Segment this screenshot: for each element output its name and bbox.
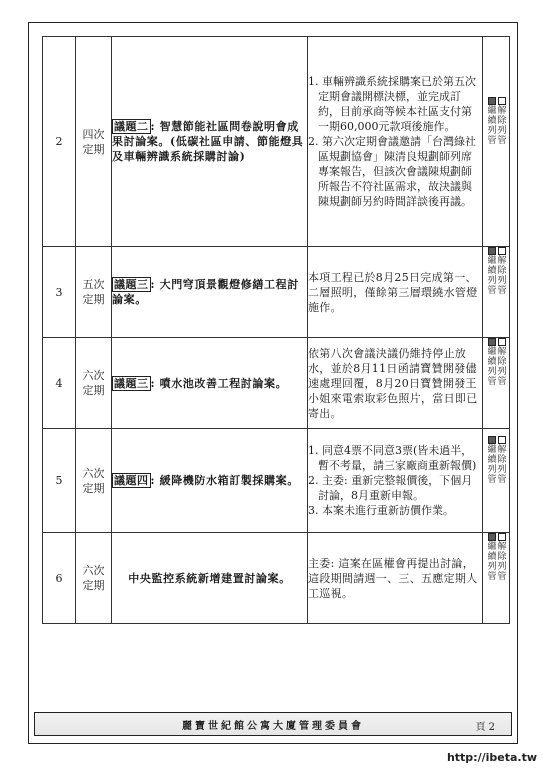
meeting-session-line: 定期 xyxy=(82,384,105,397)
item-number: 2 xyxy=(43,37,76,247)
checkbox-label: 解 除 列 管 xyxy=(497,444,507,485)
checkbox-label: 解 除 列 管 xyxy=(497,542,507,582)
checkbox-label: 繼 續 列 管 xyxy=(487,105,497,146)
resolution-status xyxy=(308,429,483,533)
checkbox[interactable] xyxy=(498,533,506,541)
checkbox-label: 繼 續 列 管 xyxy=(487,444,497,485)
footer-page-number: 頁 2 xyxy=(475,722,495,733)
release-tracking-option[interactable] xyxy=(497,436,507,485)
meeting-session-line: 定期 xyxy=(82,579,105,592)
resolution-status xyxy=(308,533,483,624)
table-row xyxy=(43,37,510,247)
meeting-session-line: 六次 xyxy=(82,564,105,577)
release-tracking-option[interactable] xyxy=(497,533,507,582)
continue-tracking-option[interactable] xyxy=(487,533,497,582)
topic-text: : 緩降機防水箱訂製採購案。 xyxy=(150,474,299,487)
agenda-topic xyxy=(112,247,308,338)
meeting-session-line: 定期 xyxy=(82,481,105,495)
item-number: 4 xyxy=(43,338,76,429)
meeting-session-line: 四次 xyxy=(82,127,105,141)
release-tracking-option[interactable] xyxy=(497,97,507,146)
page-footer xyxy=(34,712,512,736)
continue-tracking-option[interactable] xyxy=(487,247,497,296)
checkbox[interactable] xyxy=(498,338,506,346)
topic-text: 中央監控系統新增建置討論案。 xyxy=(128,571,291,585)
topic-tag: 議題四 xyxy=(114,474,149,487)
tracking-status xyxy=(483,338,510,429)
checkbox[interactable] xyxy=(488,533,496,541)
agenda-topic xyxy=(112,429,308,533)
meeting-session-line: 六次 xyxy=(82,466,105,480)
meeting-session-line: 定期 xyxy=(82,142,105,156)
tracking-status xyxy=(483,533,510,624)
resolution-status xyxy=(308,338,483,429)
topic-text: : 噴水池改善工程討論案。 xyxy=(150,376,288,390)
checkbox[interactable] xyxy=(498,436,506,444)
item-number: 5 xyxy=(43,429,76,533)
table-row xyxy=(43,533,510,624)
item-number: 3 xyxy=(43,247,76,338)
checkbox[interactable] xyxy=(498,97,506,105)
meeting-session-line: 定期 xyxy=(82,293,105,306)
item-number: 6 xyxy=(43,533,76,624)
checkbox-label: 解 除 列 管 xyxy=(497,105,507,146)
table-row xyxy=(43,338,510,429)
release-tracking-option[interactable] xyxy=(497,338,507,387)
topic-text: : 大門穹頂景觀燈修繕工程討論案。 xyxy=(112,278,299,306)
topic-tag: 議題三 xyxy=(114,376,149,390)
resolution-item: 1. 同意4票不同意3票(皆未過半，暫不考量，請三家廠商重新報價) xyxy=(308,444,477,472)
continue-tracking-option[interactable] xyxy=(487,338,497,387)
topic-tag: 議題二 xyxy=(114,120,149,133)
agenda-topic xyxy=(112,37,308,247)
checkbox[interactable] xyxy=(488,338,496,346)
continue-tracking-option[interactable] xyxy=(487,436,497,485)
checkbox-label: 繼 續 列 管 xyxy=(487,347,497,387)
resolution-item: 依第八次會議決議仍維持停止放水，並於8月11日函請寶贊開發儘速處理回覆，8月20日寶贊開發王小姐來電索取彩色照片，當日即已寄出。 xyxy=(308,346,478,420)
checkbox-label: 解 除 列 管 xyxy=(497,347,507,387)
release-tracking-option[interactable] xyxy=(497,247,507,296)
checkbox[interactable] xyxy=(488,247,496,255)
resolution-status xyxy=(308,247,483,338)
meeting-session xyxy=(76,338,112,429)
checkbox-label: 解 除 列 管 xyxy=(497,256,507,296)
agenda-topic xyxy=(112,338,308,429)
topic-text: : 智慧節能社區問卷說明會成果討論案。(低碳社區申請、節能燈具及車輛辨識系統採購討論) xyxy=(112,120,304,163)
tracking-status xyxy=(483,247,510,338)
meeting-session xyxy=(76,247,112,338)
meeting-session xyxy=(76,429,112,533)
tracking-status xyxy=(483,37,510,247)
resolution-item: 本項工程已於8月25日完成第一、二層照明，僅餘第三層環繞水管燈施作。 xyxy=(308,270,478,314)
checkbox[interactable] xyxy=(498,247,506,255)
checkbox-label: 繼 續 列 管 xyxy=(487,542,497,582)
table-row xyxy=(43,247,510,338)
checkbox-label: 繼 續 列 管 xyxy=(487,256,497,296)
agenda-topic xyxy=(112,533,308,624)
tracking-table xyxy=(42,36,510,624)
resolution-status xyxy=(308,37,483,247)
continue-tracking-option[interactable] xyxy=(487,97,497,146)
topic-tag: 議題三 xyxy=(114,278,149,291)
meeting-session-line: 五次 xyxy=(82,278,105,291)
meeting-session xyxy=(76,533,112,624)
table-row xyxy=(43,429,510,533)
resolution-item: 2. 主委: 重新完整報價後，下個月討論，8月重新申報。 xyxy=(308,474,473,502)
checkbox[interactable] xyxy=(488,97,496,105)
resolution-item: 3. 本案未進行重新訪價作業。 xyxy=(308,504,454,517)
resolution-item: 2. 第六次定期會議邀請「台灣綠社區規劃協會」陳清良規劃師列席專案報告，但該次會議陳規劃師所報告不符社區需求，故決議與陳規劃師另約時間詳談後再議。 xyxy=(308,135,476,208)
meeting-session xyxy=(76,37,112,247)
source-watermark: http://ibeta.tw xyxy=(446,751,537,764)
tracking-status xyxy=(483,429,510,533)
footer-organization: 麗寶世紀館公寓大廈管理委員會 xyxy=(182,721,364,732)
resolution-item: 1. 車輛辨識系統採購案已於第五次定期會議開標決標，並完成訂約，目前承商等候本社區支付第一期60,000元款項後施作。 xyxy=(308,75,476,133)
resolution-item: 主委: 這案在區權會再提出討論，這段期間請週一、三、五應定期人工巡視。 xyxy=(308,556,478,600)
meeting-session-line: 六次 xyxy=(82,369,105,382)
checkbox[interactable] xyxy=(488,436,496,444)
